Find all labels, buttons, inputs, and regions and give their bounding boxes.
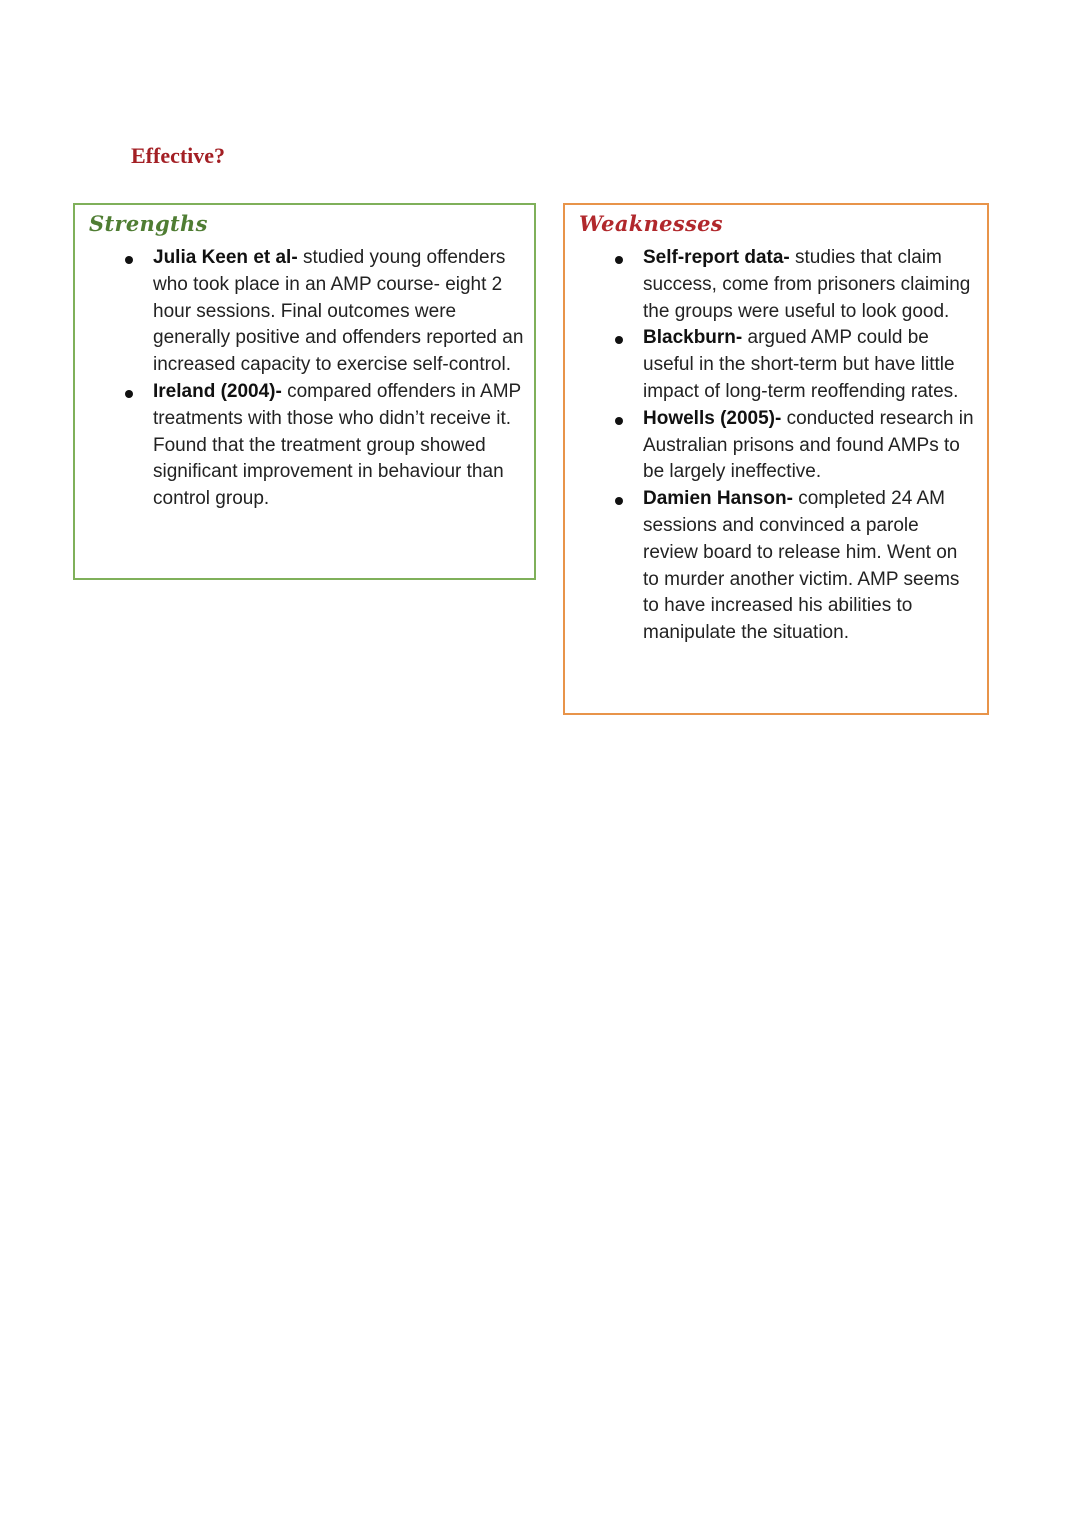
bullet-icon [615,256,623,264]
item-term: Howells (2005)- [643,407,782,429]
bullet-icon [615,417,623,425]
item-text: studied young offenders who took place in an AMP course- eight 2 hour sessions. Final outcomes were generally positive and offenders reported an increased capacity to exercise self-control. [153,247,524,376]
item-text: compared offenders in AMP treatments with those who didn’t receive it. Found that the treatment group showed significant improvement in behaviour than control group. [153,380,521,510]
strengths-list [111,245,524,513]
item-text: completed 24 AM sessions and convinced a parole review board to release him. Went on to murder another victim. AMP seems to have increased his abilities to manipulate the situation. [643,488,960,644]
item-text: conducted research in Australian prisons and found AMPs to be largely ineffective. [643,407,974,483]
item-term: Self-report data- [643,247,790,268]
item-text: studies that claim success, come from prisoners claiming the groups were useful to look good. [643,247,971,322]
item-term: Damien Hanson- [643,488,793,510]
bullet-icon [125,256,133,264]
item-term: Julia Keen et al- [153,247,298,268]
list-item [111,245,524,379]
list-item [601,406,977,486]
weaknesses-list [601,245,977,647]
item-text: argued AMP could be useful in the short-term but have little impact of long-term reoffending rates. [643,327,959,402]
strengths-title: Strengths [89,211,208,236]
item-term: Ireland (2004)- [153,380,282,402]
bullet-icon [125,390,133,398]
list-item [111,379,524,513]
bullet-icon [615,497,623,505]
weaknesses-box [563,203,989,715]
page-heading: Effective? [131,143,226,168]
weaknesses-title: Weaknesses [579,211,723,236]
item-term: Blackburn- [643,327,743,349]
strengths-box [73,203,536,580]
bullet-icon [615,336,623,344]
list-item [601,325,977,405]
list-item [601,486,977,647]
list-item [601,245,977,325]
